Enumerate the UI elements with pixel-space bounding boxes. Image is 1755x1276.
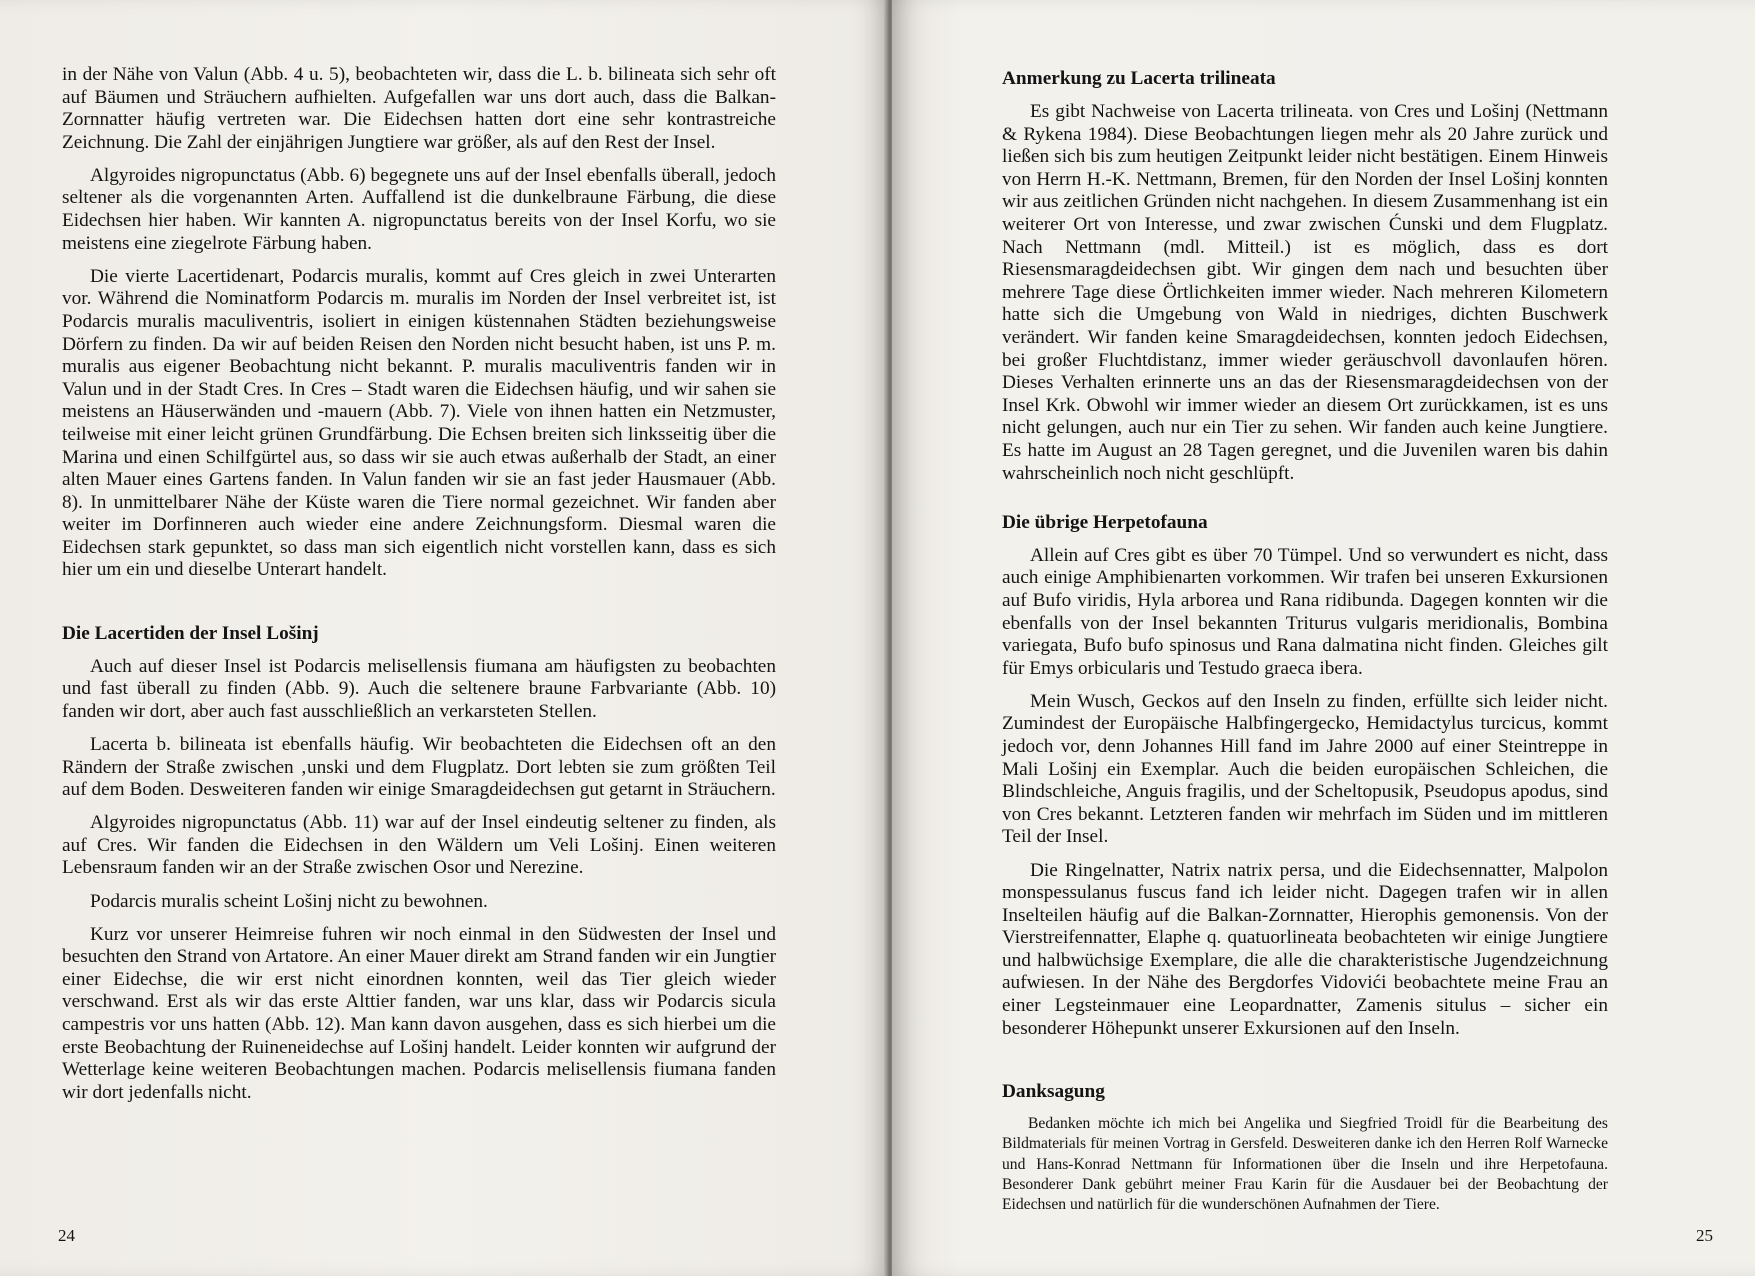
losinj-paragraph-1: Auch auf dieser Insel ist Podarcis melisellensis fiumana am häufigsten zu beobachten und fast überall zu finden (Abb. 9). Auch die seltenere braune Farbvariante (Abb. 10) fanden wir dort, aber auch fast ausschließlich an verkarsteten Stellen. [62, 655, 776, 722]
podarcis-muralis-paragraph: Die vierte Lacertidenart, Podarcis muralis, kommt auf Cres gleich in zwei Unterarten vor. Während die Nominatform Podarcis m. muralis im Norden der Insel verbreitet ist, ist Podarcis muralis maculiventris, isoliert in einigen küstennahen Städten beziehungsweise Dörfern zu finden. Da wir auf beiden Reisen den Norden nicht besucht haben, ist uns P. m. muralis aus eigener Beobachtung nicht bekannt. P. muralis maculiventris fanden wir in Valun und in der Stadt Cres. In Cres – Stadt waren die Eidechsen häufig, und wir sahen sie meistens an Häuserwänden und -mauern (Abb. 7). Viele von ihnen hatten ein Netzmuster, teilweise mit einer leicht grünen Grundfärbung. Die Echsen breiten sich linksseitig über die Marina und einen Schilfgürtel aus, so dass wir sie auch etwas außerhalb der Stadt, an einer alten Mauer eines Gartens fanden. In Valun fanden wir sie an fast jeder Hausmauer (Abb. 8). In unmittelbarer Nähe der Küste waren die Tiere normal gezeichnet. Wir fanden aber weiter im Dorfinneren auch wieder eine andere Zeichnungsform. Diesmal waren die Eidechsen stark gepunktet, so dass man sich eigentlich nicht vorstellen kann, dass es sich hier um ein und dieselbe Unterart handelt. [62, 265, 776, 581]
page-number-left: 24 [58, 1226, 75, 1245]
page-number-right: 25 [1696, 1226, 1713, 1245]
herpetofauna-paragraph-2: Mein Wusch, Geckos auf den Inseln zu finden, erfüllte sich leider nicht. Zumindest der Europäische Halbfingergecko, Hemidactylus turcicus, kommt jedoch vor, denn Johannes Hill fand im Jahre 2000 auf einer Steintreppe in Mali Lošinj ein Exemplar. Auch die beiden europäischen Schleichen, die Blindschleiche, Anguis fragilis, und der Scheltopusik, Pseudopus apodus, sind von Cres bekannt. Letzteren fanden wir mehrfach im Süden und im mittleren Teil der Insel. [1002, 690, 1608, 848]
heading-lacertiden-losinj: Die Lacertiden der Insel Lošinj [62, 622, 319, 644]
losinj-paragraph-3: Algyroides nigropunctatus (Abb. 11) war auf der Insel eindeutig seltener zu finden, als auf Cres. Wir fanden die Eidechsen in den Wäldern um Veli Lošinj. Einen weiteren Lebensraum fanden wir an der Straße zwischen Osor und Nerezine. [62, 812, 776, 879]
herpetofauna-paragraph-3: Die Ringelnatter, Natrix natrix persa, und die Eidechsennatter, Malpolon monspessulanus fuscus fand ich leider nicht. Dagegen trafen wir in allen Inselteilen häufig auf die Balkan-Zornnatter, Hierophis gemonensis. Von der Vierstreifennatter, Elaphe q. quatuorlineata beobachteten wir einige Jungtiere und halbwüchsige Exemplare, die alle die charakteristische Jugendzeichnung aufwiesen. In der Nähe des Bergdorfes Vidovići beobachtete meine Frau an einer Legsteinmauer eine Leopardnatter, Zamenis situlus – sicher ein besonderer Höhepunkt unserer Exkursionen auf den Inseln. [1002, 859, 1608, 1039]
algyroides-paragraph: Algyroides nigropunctatus (Abb. 6) begegnete uns auf der Insel ebenfalls überall, jedoch seltener als die vorgenannten Arten. Auffallend ist die dunkelbraune Färbung, die diese Eidechsen hier haben. Wir kannten A. nigropunctatus bereits von der Insel Korfu, wo sie meistens eine ziegelrote Färbung haben. [62, 164, 776, 254]
left-intro-paragraph: in der Nähe von Valun (Abb. 4 u. 5), beobachteten wir, dass die L. b. bilineata sich sehr oft auf Bäumen und Sträuchern aufhielten. Aufgefallen war uns dort auch, dass die Balkan-Zornnatter häufig vertreten war. Die Eidechsen hatten dort eine sehr kontrastreiche Zeichnung. Die Zahl der einjährigen Jungtiere war größer, als auf den Rest der Insel. [62, 64, 776, 153]
danksagung-block [1002, 1114, 1608, 1216]
heading-danksagung: Danksagung [1002, 1080, 1105, 1102]
danksagung-paragraph: Bedanken möchte ich mich bei Angelika und Siegfried Troidl für die Bearbeitung des Bildmaterials für meinen Vortrag in Gersfeld. Desweiteren danke ich den Herren Rolf Warnecke und Hans-Konrad Nettmann für Informationen über die Inseln und ihre Herpetofauna. Besonderer Dank gebührt meiner Frau Karin für die Ausdauer bei der Beobachtung der Eidechsen und natürlich für die wunderschönen Aufnahmen der Tiere. [1002, 1114, 1608, 1214]
right-page [892, 0, 1755, 1276]
losinj-paragraph-4: Podarcis muralis scheint Lošinj nicht zu bewohnen. [90, 890, 488, 912]
heading-anmerkung-trilineata: Anmerkung zu Lacerta trilineata [1002, 68, 1276, 89]
losinj-paragraph-2: Lacerta b. bilineata ist ebenfalls häufig. Wir beobachteten die Eidechsen oft an den Rändern der Straße zwischen ‚unski und dem Flugplatz. Dort lebten sie zum größten Teil auf dem Boden. Desweiteren fanden wir einige Smaragdeidechsen gut getarnt in Sträuchern. [62, 733, 776, 801]
left-text-column [62, 64, 776, 1115]
right-text-column [1002, 68, 1608, 1216]
losinj-paragraph-5: Kurz vor unserer Heimreise fuhren wir noch einmal in den Südwesten der Insel und besuchten den Strand von Artatore. An einer Mauer direkt am Strand fanden wir ein Jungtier einer Eidechse, die wir erst nicht einordnen konnten, weil das Tier gleich wieder verschwand. Erst als wir das erste Alttier fanden, war uns klar, dass wir Podarcis sicula campestris vor uns hatten (Abb. 12). Man kann davon ausgehen, dass es sich hierbei um die erste Beobachtung der Ruineneidechse auf Lošinj handelt. Leider konnten wir aufgrund der Wetterlage keine weiteren Beobachtungen machen. Podarcis melisellensis fiumana fanden wir dort jedenfalls nicht. [62, 923, 776, 1103]
heading-herpetofauna: Die übrige Herpetofauna [1002, 511, 1208, 533]
trilineata-paragraph: Es gibt Nachweise von Lacerta trilineata. von Cres und Lošinj (Nettmann & Rykena 1984). Diese Beobachtungen liegen mehr als 20 Jahre zurück und ließen sich bis zum heutigen Zeitpunkt leider nicht bestätigen. Einem Hinweis von Herrn H.-K. Nettmann, Bremen, für den Norden der Insel Lošinj konnten wir aus zeitlichen Gründen nicht nachgehen. In diesem Zusammenhang ist ein weiterer Ort von Interesse, und zwar zwischen Ćunski und dem Flugplatz. Nach Nettmann (mdl. Mitteil.) ist es möglich, dass es dort Riesensmaragdeidechsen gibt. Wir gingen dem nach und besuchten über mehrere Tage diese Örtlichkeiten immer wieder. Nach mehreren Kilometern hatte sich die Umgebung von Wald in niedriges, dichten Buschwerk verändert. Wir fanden keine Smaragdeidechsen, konnten jedoch Eidechsen, bei großer Fluchtdistanz, immer wieder geräuschvoll davonlaufen hören. Dieses Verhalten erinnerte uns an das der Riesensmaragdeidechsen von der Insel Krk. Obwohl wir immer wieder an diesem Ort zurückkamen, ist es uns nicht gelungen, auch nur ein Tier zu sehen. Wir fanden auch keine Jungtiere. Es hatte im August an 28 Tagen geregnet, und die Juvenilen waren bis dahin wahrscheinlich noch nicht geschlüpft. [1002, 101, 1608, 484]
herpetofauna-paragraph-1: Allein auf Cres gibt es über 70 Tümpel. Und so verwundert es nicht, dass auch einige Amphibienarten vorkommen. Wir trafen bei unseren Exkursionen auf Bufo viridis, Hyla arborea und Rana ridibunda. Dagegen konnten wir die ebenfalls von der Insel bekannten Triturus vulgaris meridionalis, Bombina variegata, Bufo bufo spinosus und Rana dalmatina nicht finden. Gleiches gilt für Emys orbicularis und Testudo graeca ibera. [1002, 544, 1608, 679]
